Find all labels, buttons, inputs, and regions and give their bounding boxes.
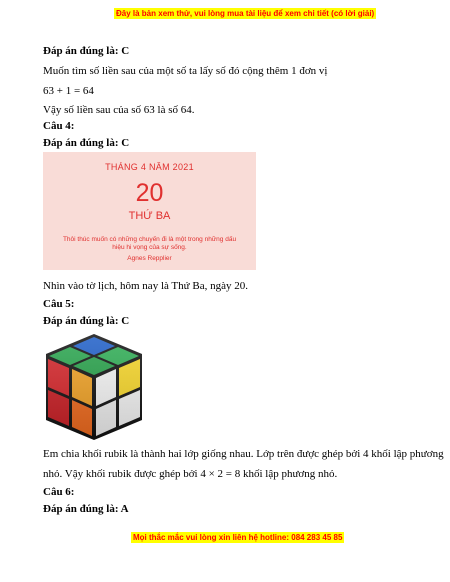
rubik-cube-image — [44, 332, 144, 442]
answer-q5: Đáp án đúng là: C — [43, 315, 130, 327]
preview-banner: Đây là bản xem thử, vui lòng mua tài liệu để xem chi tiết (có lời giải) — [116, 9, 375, 18]
calendar-month-year: THÁNG 4 NĂM 2021 — [105, 162, 194, 172]
answer-q6: Đáp án đúng là: A — [43, 503, 129, 515]
answer-q4: Đáp án đúng là: C — [43, 137, 130, 149]
explanation-q3-line2: 63 + 1 = 64 — [43, 85, 94, 97]
question-6-label: Câu 6: — [43, 486, 75, 498]
hotline-banner: Mọi thắc mắc vui lòng xin liên hệ hotline: 084 283 45 85 — [133, 533, 343, 542]
calendar-weekday: THỨ BA — [128, 210, 171, 222]
explanation-q4: Nhìn vào tờ lịch, hôm nay là Thứ Ba, ngày 20. — [43, 280, 248, 292]
calendar-day: 20 — [135, 179, 164, 207]
answer-q3: Đáp án đúng là: C — [43, 45, 130, 57]
explanation-q5-line2: nhỏ. Vậy khối rubik được ghép bởi 4 × 2 = 8 khối lập phương nhỏ. — [43, 468, 338, 480]
explanation-q5-line1: Em chia khối rubik là thành hai lớp giống nhau. Lớp trên được ghép bởi 4 khối lập phương — [43, 448, 444, 460]
calendar-author: Agnes Repplier — [127, 255, 172, 262]
question-4-label: Câu 4: — [43, 120, 75, 132]
question-5-label: Câu 5: — [43, 298, 75, 310]
explanation-q3-line3: Vậy số liền sau của số 63 là số 64. — [43, 104, 195, 116]
explanation-q3-line1: Muốn tìm số liền sau của một số ta lấy số đó cộng thêm 1 đơn vị — [43, 65, 328, 77]
calendar-quote: Thôi thúc muốn có những chuyến đi là một trong những dấu hiệu hi vọng của sự sống. — [62, 236, 237, 251]
calendar-image — [43, 152, 256, 270]
